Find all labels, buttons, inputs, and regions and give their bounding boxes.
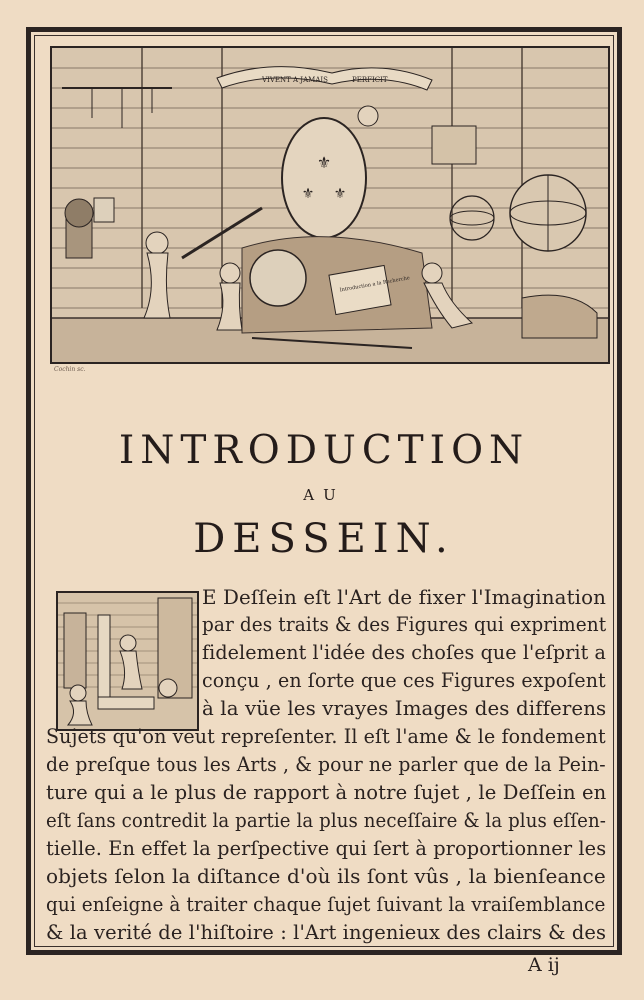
decorated-initial-L <box>56 591 199 731</box>
headpiece-engraving <box>50 46 610 364</box>
page-title: INTRODUCTION <box>118 428 530 473</box>
body-line: à la vüe les vrayes Images des differens <box>202 697 607 720</box>
body-line: E Deſſein eſt l'Art de fixer l'Imagination <box>202 586 607 609</box>
folio-signature: A ij <box>528 954 560 976</box>
title-connector: AU <box>303 486 345 504</box>
body-line: conçu , en ſorte que ces Figures expoſent <box>202 669 606 692</box>
book-text: Introduction a la Recherche <box>339 275 411 294</box>
engraver-signature: Cochin sc. <box>54 366 86 373</box>
svg-text:⚜: ⚜ <box>333 186 347 202</box>
body-line: par des traits & des Figures qui expriment <box>202 613 607 636</box>
svg-text:⚜: ⚜ <box>301 186 315 202</box>
svg-text:⚜: ⚜ <box>316 153 332 172</box>
body-line: tielle. En effet la perſpective qui ſert à proportionner les <box>46 837 607 860</box>
body-line: ture qui a le plus de rapport à notre ſujet , le Deſſein en <box>46 781 607 804</box>
body-line: de preſque tous les Arts , & pour ne parler que de la Pein- <box>46 753 606 776</box>
body-line: Sujets qu'on veut repreſenter. Il eſt l'ame & le fondement <box>46 725 606 748</box>
banner-text: VIVENT A JAMAIS <box>262 76 328 84</box>
banner-text-right: PERFICIT <box>352 76 388 84</box>
body-line: objets ſelon la diſtance d'où ils ſont vûs , la bienſeance <box>46 865 606 888</box>
body-line: & la verité de l'hiſtoire : l'Art ingenieux des clairs & des <box>46 921 607 944</box>
title-subject: DESSEIN. <box>193 516 455 562</box>
body-line: qui enſeigne à traiter chaque ſujet ſuivant la vraiſemblance <box>46 893 606 916</box>
body-line: fidelement l'idée des choſes que l'eſprit a <box>202 641 607 664</box>
body-line: eſt ſans contredit la partie la plus neceſſaire & la plus eſſen- <box>46 809 606 832</box>
